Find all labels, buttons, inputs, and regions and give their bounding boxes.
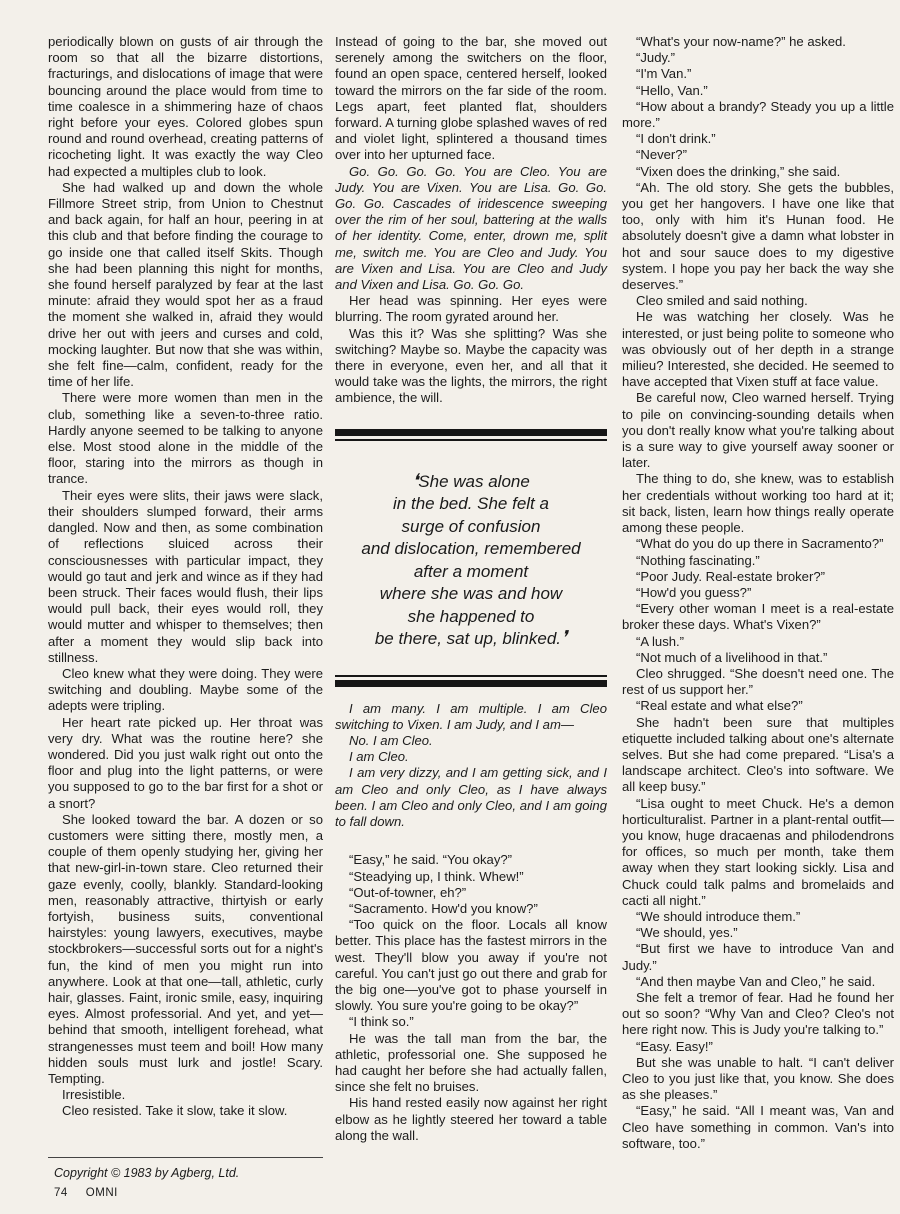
paragraph: Cleo resisted. Take it slow, take it slow.: [62, 1103, 288, 1119]
paragraph: She had walked up and down the whole Fillmore Street strip, from Union to Chestnut and back again, for half an hour, peering in at this club and that before finding the courage to go inside one that called itself Skits. Though she had been planning this night for months, she found herself paralyzed by fear at the last minute: afraid they would spot her as a fraud the moment she walked in, afraid they would drive her out with jeers and curses and cold, mocking laughter. But now that she was within, she felt fine—calm, confident, ready for the time of her life.: [48, 179, 323, 390]
paragraph: “But first we have to introduce Van and Judy.”: [622, 941, 894, 973]
pull-quote-line: in the bed. She felt a: [393, 494, 549, 514]
paragraph: Instead of going to the bar, she moved out serenely among the switchers on the floor, found an open space, centered herself, looked toward the mirrors on the far side of the room. Legs apart, feet planted flat, shoulders forward. A turning globe splashed waves of red and violet light, splintered a thousand times over into her upturned face.: [335, 34, 607, 163]
page-number: 74: [54, 1187, 68, 1199]
paragraph: “I think so.”: [349, 1014, 414, 1030]
paragraph: “I don't drink.”: [636, 131, 716, 147]
paragraph: Was this it? Was she splitting? Was she switching? Maybe so. Maybe the capacity was there in everyone, even her, and all that it would take was the lights, the mirrors, the right ambience, the will.: [335, 325, 607, 406]
pull-quote-line: be there, sat up, blinked.: [374, 629, 562, 649]
paragraph: His hand rested easily now against her right elbow as he lightly steered her toward a table along the wall.: [335, 1095, 607, 1143]
pull-quote-line: where she was and how: [379, 584, 563, 604]
paragraph: I am many. I am multiple. I am Cleo switching to Vixen. I am Judy, and I am—: [335, 700, 607, 732]
paragraph: The thing to do, she knew, was to establish her credentials without working too hard at it; sit back, listen, learn how things really operate among these people.: [622, 471, 894, 536]
paragraph: I am Cleo.: [349, 749, 409, 765]
copyright-credit: Copyright © 1983 by Agberg, Ltd.: [54, 1166, 240, 1180]
column-1: [48, 34, 323, 1120]
paragraph: “I'm Van.”: [636, 66, 692, 82]
pull-quote-line: surge of confusion: [401, 516, 541, 536]
paragraph: I am very dizzy, and I am getting sick, and I am Cleo and only Cleo, as I have always been. I am Cleo and only Cleo, and I am going to fall down.: [335, 765, 607, 830]
paragraph: periodically blown on gusts of air through the room so that all the bizarre distortions, fracturings, and dislocations of image that were bouncing around the place would from time to time coalesce in a shimmering haze of chaos right before your eyes. Colored globes spun round and round overhead, creating patterns of ricocheting light. It was exactly the way Cleo had expected a multiples club to look.: [48, 34, 323, 179]
paragraph: Her head was spinning. Her eyes were blurring. The room gyrated around her.: [335, 293, 607, 325]
paragraph: No. I am Cleo.: [349, 733, 433, 749]
paragraph: “Hello, Van.”: [636, 82, 708, 98]
paragraph: “Out-of-towner, eh?”: [349, 884, 467, 900]
paragraph: “What do you do up there in Sacramento?”: [636, 536, 884, 552]
paragraph: “Poor Judy. Real-estate broker?”: [636, 568, 825, 584]
paragraph: She looked toward the bar. A dozen or so customers were sitting there, mostly men, a couple of them openly studying her, giving her that new-girl-in-town stare. Cleo returned their gaze evenly, coolly, blankly. Standard-looking men, reasonably attractive, thirtyish or early fortyish, business suits, conventional hairstyles: young lawyers, executives, maybe stockbrokers—successful sorts out for a night's fun, the kind of men you might run into anywhere. Look at that one—tall, athletic, curly hair, glasses. Faint, ironic smile, easy, inquiring eyes. Almost professorial. And yet, and yet—behind that smooth, intelligent forehead, what strangenesses must teem and boil! How many hidden souls must lurk and jostle! Scary. Tempting.: [48, 811, 323, 1086]
credit-rule: [48, 1157, 323, 1158]
paragraph: Go. Go. Go. Go. You are Cleo. You are Judy. You are Vixen. You are Lisa. Go. Go. Go. Go. Cascades of iridescence sweeping over the rim of her soul, battering at the walls of her identity. Come, enter, drown me, split me, switch me. You are Cleo and Judy. You are Vixen and Lisa. You are Cleo and Judy and Vixen and Lisa. Go. Go. Go.: [335, 163, 607, 293]
column-3: [622, 34, 894, 1152]
paragraph: “Vixen does the drinking,” she said.: [636, 163, 841, 179]
paragraph: She hadn't been sure that multiples etiquette included talking about one's alternate selves. But she had come prepared. “Lisa's a landscape architect. Cleo's into software. We all keep busy.”: [622, 714, 894, 795]
paragraph: “Nothing fascinating.”: [636, 552, 760, 568]
paragraph: He was the tall man from the bar, the athletic, professorial one. She supposed he had caught her before she had actually fallen, since she felt no bruises.: [335, 1030, 607, 1095]
paragraph: She felt a tremor of fear. Had he found her out so soon? “Why Van and Cleo? Cleo's not here right now. This is Judy you're talking to.”: [622, 989, 894, 1038]
paragraph: Their eyes were slits, their jaws were slack, their shoulders slumped forward, their arms dangled. Now and then, as some combination of reflections sluiced across their consciousnesses with particular impact, they would go taut and jerk and wince as if they had been struck. Their faces would flush, their lips would pull back, their eyes would roll, they would mutter and whisper to themselves; then after a moment they would slip back into stillness.: [48, 487, 323, 665]
paragraph: “What's your now-name?” he asked.: [636, 34, 846, 49]
paragraph: “How'd you guess?”: [636, 584, 752, 600]
paragraph: Cleo knew what they were doing. They were switching and doubling. Maybe some of the adepts were tripling.: [48, 665, 323, 714]
pull-quote-line: She was alone: [418, 471, 530, 491]
pull-quote-line: she happened to: [407, 606, 535, 626]
close-quote-mark: ❜: [561, 628, 568, 650]
paragraph: “Real estate and what else?”: [636, 698, 803, 714]
paragraph: “We should introduce them.”: [636, 908, 801, 924]
paragraph: “Not much of a livelihood in that.”: [636, 649, 828, 665]
paragraph: “And then maybe Van and Cleo,” he said.: [636, 973, 876, 989]
column-2: [335, 34, 607, 1144]
paragraph: There were more women than men in the club, something like a seven-to-three ratio. Hardly anyone seemed to be talking to anyone else. Most stood alone in the middle of the floor, staring into the mirrors as though in trance.: [48, 390, 323, 487]
pull-quote-line: after a moment: [413, 561, 529, 581]
paragraph: Cleo shrugged. “She doesn't need one. The rest of us support her.”: [622, 665, 894, 698]
paragraph: “Sacramento. How'd you know?”: [349, 900, 538, 916]
paragraph: “Judy.”: [636, 50, 676, 66]
paragraph: Cleo smiled and said nothing.: [636, 293, 808, 309]
paragraph: “Ah. The old story. She gets the bubbles, you get her hangovers. I have one like that too, only with him it's Hunan food. He absolutely doesn't give a damn what lobster in hot and sour sauce does to my digestive system. I hope you pay her back the way she deserves.”: [622, 179, 894, 293]
magazine-name: OMNI: [85, 1187, 118, 1199]
open-quote-mark: ❛: [412, 470, 419, 492]
paragraph: “We should, yes.”: [636, 925, 738, 941]
paragraph: “Easy,” he said. “All I meant was, Van and Cleo have something in common. Van's into software, too.”: [622, 1103, 894, 1151]
paragraph: “Easy. Easy!”: [636, 1038, 713, 1054]
paragraph: “A lush.”: [636, 633, 685, 649]
paragraph: “Too quick on the floor. Locals all know better. This place has the fastest mirrors in the west. They'll blow you away if you're not careful. You can't just go out there and grab for the big one—you've got to phase yourself in slowly. You sure you're going to be okay?”: [335, 917, 607, 1014]
paragraph: Irresistible.: [62, 1087, 126, 1103]
paragraph: He was watching her closely. Was he interested, or just being polite to someone who was obviously out of her depth in a strange milieu? Interested, she decided. He seemed to have accepted that Vixen stuff at face value.: [622, 309, 894, 390]
page-folio: [54, 1187, 136, 1199]
pull-quote-rule-bottom-thin: [335, 675, 607, 677]
pull-quote-rule-top: [335, 429, 607, 436]
paragraph: “Lisa ought to meet Chuck. He's a demon horticulturalist. Partner in a plant-rental outfit—you know, huge dracaenas and philodendrons for offices, so much per month, take them away when they start looking sickly. Lisa and Chuck could talk palms and bromelaids and cacti all night.”: [622, 795, 894, 908]
pull-quote-rule-bottom: [335, 680, 607, 687]
paragraph: Her heart rate picked up. Her throat was very dry. What was the routine here? she wondered. Did you just walk right out onto the floor and plug into the light patterns, or were you supposed to go to the bar first for a shot or a snort?: [48, 714, 323, 811]
paragraph: “Never?”: [636, 147, 687, 163]
paragraph: “How about a brandy? Steady you up a little more.”: [622, 98, 894, 131]
paragraph: Be careful now, Cleo warned herself. Trying to pile on convincing-sounding details when you don't really know what you're talking about is a sure way to give yourself away sooner or later.: [622, 390, 894, 471]
paragraph: “Steadying up, I think. Whew!”: [349, 868, 524, 884]
paragraph: But she was unable to halt. “I can't deliver Cleo to you just like that, you know. She does as she pleases.”: [622, 1054, 894, 1103]
paragraph: “Easy,” he said. “You okay?”: [349, 852, 513, 868]
paragraph: “Every other woman I meet is a real-estate broker these days. What's Vixen?”: [622, 601, 894, 633]
pull-quote: [335, 441, 607, 675]
pull-quote-line: and dislocation, remembered: [361, 539, 581, 559]
